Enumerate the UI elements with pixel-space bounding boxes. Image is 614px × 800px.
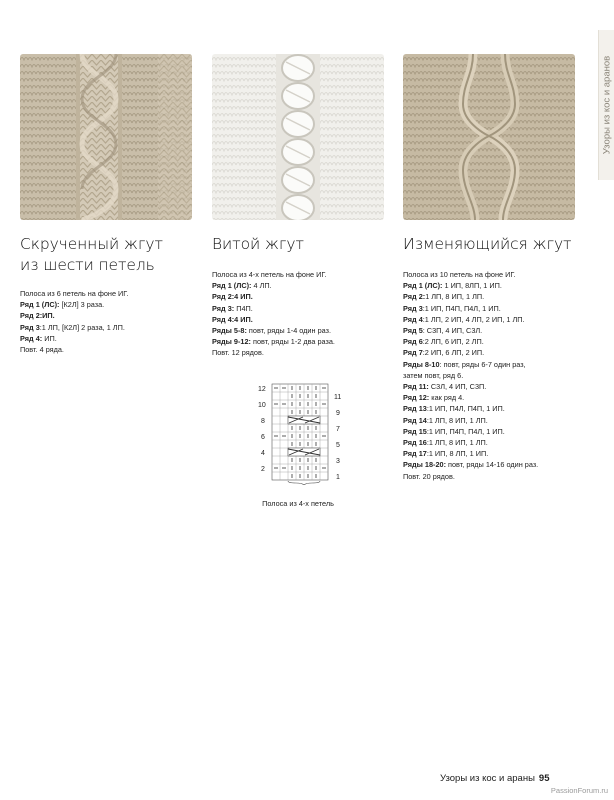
instruction-line: Ряд 5: С3П, 4 ИП, С3Л. — [403, 326, 483, 336]
row-number-right: 9 — [336, 410, 340, 417]
instruction-line: Ряд 11: С3Л, 4 ИП, С3П. — [403, 382, 487, 392]
watermark: PassionForum.ru — [550, 786, 608, 795]
instruction-line: Повт. 12 рядов. — [212, 348, 264, 358]
knit-cable-swatch-icon — [212, 54, 384, 220]
instruction-line: Ряды 5-8: повт, ряды 1-4 один раз. — [212, 326, 331, 336]
pattern-instructions — [403, 269, 599, 482]
row-number-left: 12 — [258, 386, 266, 393]
photo-twisted-six-stitch-cable — [20, 54, 192, 220]
pattern-title — [403, 234, 599, 255]
title-line: Изменяющийся жгут — [403, 235, 572, 253]
row-number-left: 4 — [261, 450, 265, 457]
instruction-line: Ряд 1 (ЛС): [К2Л] 3 раза. — [20, 300, 105, 310]
pattern-title — [20, 234, 200, 276]
row-number-left: 6 — [261, 434, 265, 441]
row-number-right: 5 — [336, 442, 340, 449]
instruction-line: Ряд 16:1 ЛП, 8 ИП, 1 ЛП. — [403, 438, 488, 448]
instruction-line: Полоса из 10 петель на фоне ИГ. — [403, 270, 516, 279]
instruction-line: Ряд 13:1 ИП, П4Л, П4П, 1 ИП. — [403, 404, 505, 414]
instruction-line: Ряды 9-12: повт, ряды 1-2 два раза. — [212, 337, 335, 347]
row-number-left: 8 — [261, 418, 265, 425]
pattern-twisted-six-stitch — [20, 234, 200, 355]
page-number: 95 — [538, 773, 550, 784]
instruction-line: Полоса из 6 петель на фоне ИГ. — [20, 289, 129, 298]
instruction-line: Ряд 14:1 ЛП, 8 ИП, 1 ЛП. — [403, 415, 488, 425]
row-number-left: 10 — [258, 402, 266, 409]
photo-changing-cable — [403, 54, 575, 220]
instruction-line: Ряд 3: П4П. — [212, 303, 253, 313]
pattern-changing-cable — [403, 234, 599, 482]
pattern-title — [212, 234, 392, 255]
row-number-right: 3 — [336, 458, 340, 465]
instruction-line: Ряд 15:1 ИП, П4П, П4Л, 1 ИП. — [403, 426, 505, 436]
instruction-line: Ряд 1 (ЛС): 4 ЛП. — [212, 281, 272, 291]
instruction-line: Ряды 8-10: повт, ряды 6-7 один раз, — [403, 359, 526, 369]
instruction-line: Ряд 2:ИП. — [20, 311, 55, 321]
row-number-right: 11 — [334, 394, 342, 401]
instruction-line: Ряд 12: как ряд 4. — [403, 393, 465, 403]
row-number-right: 1 — [336, 474, 340, 481]
instruction-line: Ряд 3:1 ИП, П4П, П4Л, 1 ИП. — [403, 303, 501, 313]
instruction-line: Ряд 4: ИП. — [20, 333, 57, 343]
row-number-left: 2 — [261, 466, 265, 473]
knit-cable-swatch-icon — [20, 54, 192, 220]
brace — [288, 481, 320, 485]
instruction-line: Повт. 20 рядов. — [403, 471, 455, 481]
instruction-line: Ряд 4:1 ЛП, 2 ИП, 4 ЛП, 2 ИП, 1 ЛП. — [403, 314, 525, 324]
instruction-line: затем повт, ряд 6. — [403, 370, 464, 380]
section-side-tab — [598, 30, 614, 180]
cable-cross-symbol — [288, 416, 320, 424]
cable-cross-symbol — [288, 448, 320, 456]
photo-twist-cable — [212, 54, 384, 220]
row-number-right: 7 — [336, 426, 340, 433]
instruction-line: Ряд 6:2 ЛП, 6 ИП, 2 ЛП. — [403, 337, 484, 347]
instruction-line: Ряды 18-20: повт, ряды 14-16 один раз. — [403, 460, 539, 470]
instruction-line: Ряд 2:1 ЛП, 8 ИП, 1 ЛП. — [403, 292, 485, 302]
title-line: Витой жгут — [212, 235, 304, 253]
title-line: Скрученный жгут — [20, 235, 163, 253]
instruction-line: Ряд 7:2 ИП, 6 ЛП, 2 ИП. — [403, 348, 485, 358]
instruction-line: Ряд 1 (ЛС): 1 ИП, 8ЛП, 1 ИП. — [403, 281, 502, 291]
instruction-line: Ряд 4:4 ИП. — [212, 314, 253, 324]
instruction-line: Ряд 2:4 ИП. — [212, 292, 253, 302]
chart-caption: Полоса из 4-х петель — [262, 499, 334, 508]
knitting-chart — [252, 381, 356, 485]
pattern-twist-cable — [212, 234, 392, 359]
knit-cable-swatch-icon — [403, 54, 575, 220]
instruction-line: Ряд 3:1 ЛП, [К2Л] 2 раза, 1 ЛП. — [20, 322, 125, 332]
instruction-line: Повт. 4 ряда. — [20, 345, 64, 355]
footer-section-title: Узоры из кос и араны — [440, 773, 535, 784]
title-line: из шести петель — [20, 256, 155, 274]
instruction-line: Полоса из 4-х петель на фоне ИГ. — [212, 270, 327, 279]
side-tab-label: Узоры из кос и аранов — [601, 55, 612, 155]
page-footer — [440, 773, 549, 784]
pattern-instructions — [20, 288, 200, 355]
instruction-line: Ряд 17:1 ИП, 8 ЛП, 1 ИП. — [403, 449, 489, 459]
pattern-instructions — [212, 269, 392, 359]
